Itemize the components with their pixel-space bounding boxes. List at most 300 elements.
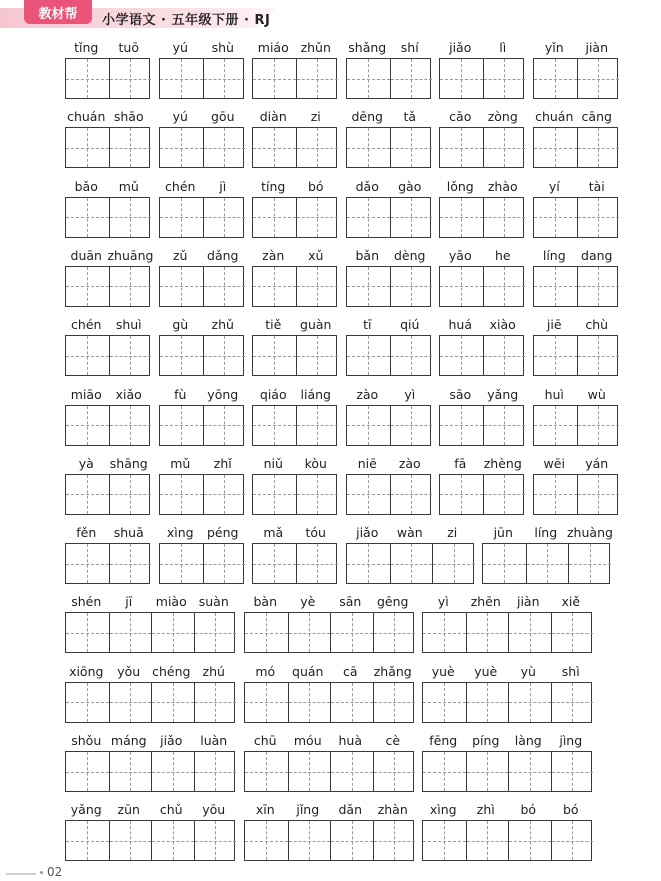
- tianzige-box-row: [533, 127, 618, 168]
- writing-cell[interactable]: [551, 821, 594, 860]
- writing-cell[interactable]: [253, 128, 296, 167]
- pinyin-syllable: chuán: [535, 109, 574, 125]
- pinyin-syllable: zhú: [202, 663, 225, 679]
- writing-cell[interactable]: [483, 475, 526, 514]
- writing-cell[interactable]: [347, 59, 390, 98]
- writing-cell[interactable]: [109, 683, 152, 722]
- pinyin-syllable: chén: [165, 178, 196, 194]
- pinyin-syllable: móu: [293, 733, 322, 748]
- word-group: [252, 40, 337, 100]
- writing-cell[interactable]: [347, 198, 390, 237]
- pinyin-syllable: zhǔ: [211, 317, 234, 333]
- pinyin-syllable: gù: [172, 317, 189, 333]
- tianzige-box-row: [533, 474, 618, 515]
- writing-cell[interactable]: [203, 59, 246, 98]
- word-group: [533, 248, 618, 308]
- word-group: [422, 664, 592, 724]
- tianzige-box-row: [439, 335, 524, 376]
- writing-cell[interactable]: [483, 198, 526, 237]
- pinyin-syllable: bàn: [253, 594, 278, 610]
- writing-cell[interactable]: [66, 683, 109, 722]
- pinyin-syllable: líng: [534, 525, 558, 541]
- writing-cell[interactable]: [347, 267, 390, 306]
- writing-cell[interactable]: [390, 198, 433, 237]
- writing-cell[interactable]: [466, 752, 509, 791]
- writing-cell[interactable]: [296, 475, 339, 514]
- writing-cell[interactable]: [203, 406, 246, 445]
- pinyin-syllable: liáng: [300, 386, 331, 402]
- writing-cell[interactable]: [253, 267, 296, 306]
- writing-cell[interactable]: [423, 683, 466, 722]
- pinyin-syllable: yú: [172, 40, 188, 55]
- writing-cell[interactable]: [440, 198, 483, 237]
- writing-cell[interactable]: [296, 267, 339, 306]
- writing-cell[interactable]: [534, 406, 577, 445]
- writing-cell[interactable]: [390, 128, 433, 167]
- tianzige-box-row: [159, 266, 244, 307]
- writing-cell[interactable]: [160, 544, 203, 583]
- pinyin-syllable: xǔ: [308, 247, 324, 263]
- brand-tab: 教材帮: [24, 0, 92, 24]
- writing-cell[interactable]: [577, 59, 620, 98]
- writing-cell[interactable]: [534, 198, 577, 237]
- word-group: [346, 109, 431, 169]
- writing-cell[interactable]: [66, 336, 109, 375]
- writing-cell[interactable]: [160, 406, 203, 445]
- writing-cell[interactable]: [296, 336, 339, 375]
- writing-cell[interactable]: [160, 267, 203, 306]
- pinyin-syllable: xiōng: [69, 663, 104, 679]
- pinyin-syllable: fēng: [429, 733, 458, 748]
- writing-cell[interactable]: [330, 752, 373, 791]
- pinyin-syllable: huá: [448, 317, 472, 333]
- writing-cell[interactable]: [390, 59, 433, 98]
- writing-cell[interactable]: [109, 752, 152, 791]
- writing-cell[interactable]: [288, 683, 331, 722]
- pinyin-syllable: yāo: [448, 247, 472, 263]
- pinyin-syllable: shāo: [113, 109, 144, 125]
- pinyin-syllable: píng: [472, 733, 500, 748]
- writing-cell[interactable]: [253, 59, 296, 98]
- writing-cell[interactable]: [466, 613, 509, 652]
- word-group: [244, 733, 414, 793]
- writing-cell[interactable]: [347, 406, 390, 445]
- writing-cell[interactable]: [373, 613, 416, 652]
- word-group: [65, 179, 150, 239]
- pinyin-syllable: jī: [125, 594, 133, 610]
- pinyin-syllable: tiě: [265, 317, 282, 333]
- tianzige-box-row: [65, 197, 150, 238]
- writing-cell[interactable]: [109, 267, 152, 306]
- writing-cell[interactable]: [330, 683, 373, 722]
- word-group: [533, 317, 618, 377]
- writing-cell[interactable]: [66, 544, 109, 583]
- word-group: [244, 594, 414, 654]
- writing-cell[interactable]: [440, 267, 483, 306]
- writing-cell[interactable]: [288, 613, 331, 652]
- pinyin-syllable: dang: [581, 247, 613, 263]
- pinyin-syllable: jiàn: [585, 40, 609, 55]
- tianzige-box-row: [65, 682, 235, 723]
- word-group: [346, 40, 431, 100]
- tianzige-box-row: [482, 543, 610, 584]
- writing-cell[interactable]: [253, 544, 296, 583]
- pinyin-syllable: yú: [172, 109, 188, 125]
- tianzige-box-row: [65, 474, 150, 515]
- pinyin-syllable: fěn: [76, 525, 97, 541]
- pinyin-syllable: gōu: [210, 109, 235, 125]
- writing-cell[interactable]: [577, 267, 620, 306]
- footer-rule: [6, 873, 36, 875]
- writing-cell[interactable]: [330, 821, 373, 860]
- writing-cell[interactable]: [109, 128, 152, 167]
- pinyin-syllable: bó: [520, 802, 537, 818]
- pinyin-syllable: zhèng: [483, 455, 522, 471]
- pinyin-syllable: chǔ: [159, 802, 183, 818]
- word-group: [439, 317, 524, 377]
- writing-cell[interactable]: [151, 613, 194, 652]
- writing-cell[interactable]: [577, 475, 620, 514]
- word-group: [244, 802, 414, 862]
- tianzige-box-row: [65, 405, 150, 446]
- word-group: [159, 525, 244, 585]
- writing-cell[interactable]: [296, 198, 339, 237]
- writing-cell[interactable]: [288, 821, 331, 860]
- tianzige-box-row: [439, 58, 524, 99]
- word-group: [252, 317, 337, 377]
- tianzige-box-row: [346, 474, 431, 515]
- tianzige-box-row: [422, 820, 592, 861]
- writing-cell[interactable]: [466, 683, 509, 722]
- word-group: [439, 109, 524, 169]
- writing-cell[interactable]: [66, 406, 109, 445]
- pinyin-syllable: cè: [385, 733, 401, 748]
- word-group: [159, 248, 244, 308]
- writing-cell[interactable]: [160, 128, 203, 167]
- pinyin-syllable: suàn: [198, 594, 229, 610]
- writing-cell[interactable]: [253, 406, 296, 445]
- pinyin-syllable: zàn: [262, 247, 285, 263]
- pinyin-syllable: yè: [300, 594, 316, 610]
- tianzige-box-row: [346, 405, 431, 446]
- writing-cell[interactable]: [577, 336, 620, 375]
- writing-cell[interactable]: [534, 59, 577, 98]
- writing-cell[interactable]: [483, 406, 526, 445]
- word-group: [159, 387, 244, 447]
- writing-cell[interactable]: [423, 613, 466, 652]
- pinyin-syllable: miāo: [70, 386, 102, 402]
- writing-cell[interactable]: [109, 406, 152, 445]
- writing-cell[interactable]: [245, 683, 288, 722]
- pinyin-syllable: zǔ: [173, 247, 188, 263]
- tianzige-box-row: [65, 58, 150, 99]
- pinyin-syllable: bó: [307, 178, 324, 194]
- pinyin-syllable: shù: [211, 40, 234, 55]
- writing-cell[interactable]: [440, 59, 483, 98]
- pinyin-syllable: gēng: [377, 594, 409, 610]
- tianzige-box-row: [159, 58, 244, 99]
- writing-cell[interactable]: [577, 406, 620, 445]
- tianzige-box-row: [533, 266, 618, 307]
- word-group: [422, 802, 592, 862]
- writing-cell[interactable]: [551, 613, 594, 652]
- writing-cell[interactable]: [534, 336, 577, 375]
- writing-cell[interactable]: [203, 475, 246, 514]
- word-group: [159, 109, 244, 169]
- writing-cell[interactable]: [390, 336, 433, 375]
- pinyin-syllable: shǒu: [71, 733, 102, 748]
- pinyin-syllable: líng: [542, 247, 566, 263]
- writing-cell[interactable]: [483, 544, 526, 583]
- writing-cell[interactable]: [508, 821, 551, 860]
- pinyin-syllable: gào: [398, 178, 422, 194]
- writing-cell[interactable]: [151, 821, 194, 860]
- word-group: [65, 664, 235, 724]
- writing-cell[interactable]: [466, 821, 509, 860]
- writing-cell[interactable]: [390, 475, 433, 514]
- writing-cell[interactable]: [109, 544, 152, 583]
- pinyin-syllable: zūn: [117, 802, 140, 818]
- pinyin-syllable: jūn: [493, 525, 513, 541]
- writing-cell[interactable]: [109, 821, 152, 860]
- writing-cell[interactable]: [390, 267, 433, 306]
- tianzige-box-row: [439, 474, 524, 515]
- writing-cell[interactable]: [347, 128, 390, 167]
- writing-cell[interactable]: [483, 59, 526, 98]
- writing-cell[interactable]: [534, 128, 577, 167]
- writing-cell[interactable]: [66, 59, 109, 98]
- pinyin-syllable: wēi: [543, 455, 565, 471]
- pinyin-syllable: duān: [70, 247, 102, 263]
- writing-cell[interactable]: [296, 128, 339, 167]
- writing-cell[interactable]: [203, 198, 246, 237]
- word-group: [65, 247, 154, 308]
- writing-cell[interactable]: [440, 128, 483, 167]
- writing-cell[interactable]: [508, 613, 551, 652]
- writing-cell[interactable]: [526, 544, 569, 583]
- writing-cell[interactable]: [296, 544, 339, 583]
- writing-cell[interactable]: [534, 267, 577, 306]
- pinyin-syllable: mǎ: [263, 525, 284, 541]
- pinyin-syllable: sāo: [449, 386, 472, 402]
- pinyin-syllable: xiào: [489, 317, 516, 333]
- word-group: [252, 456, 337, 516]
- pinyin-syllable: zhuāng: [107, 247, 154, 263]
- writing-cell[interactable]: [109, 198, 152, 237]
- pinyin-syllable: mó: [255, 663, 276, 679]
- word-group: [65, 40, 150, 100]
- tianzige-box-row: [159, 405, 244, 446]
- pinyin-syllable: zào: [356, 386, 379, 402]
- pinyin-syllable: chuán: [67, 109, 106, 125]
- tianzige-box-row: [252, 474, 337, 515]
- writing-cell[interactable]: [109, 336, 152, 375]
- writing-cell[interactable]: [194, 821, 237, 860]
- word-group: [533, 456, 618, 516]
- word-group: [252, 387, 337, 447]
- pinyin-syllable: yuè: [474, 663, 498, 679]
- writing-cell[interactable]: [508, 752, 551, 791]
- writing-cell[interactable]: [194, 613, 237, 652]
- word-group: [252, 179, 337, 239]
- tianzige-box-row: [252, 543, 337, 584]
- pinyin-syllable: dǎn: [338, 802, 363, 818]
- writing-cell[interactable]: [203, 336, 246, 375]
- writing-cell[interactable]: [347, 336, 390, 375]
- writing-cell[interactable]: [66, 267, 109, 306]
- writing-cell[interactable]: [151, 683, 194, 722]
- pinyin-syllable: miáo: [257, 40, 289, 55]
- pinyin-syllable: xìng: [429, 802, 457, 818]
- pinyin-syllable: yù: [520, 663, 536, 679]
- writing-cell[interactable]: [551, 752, 594, 791]
- page-footer: [0, 864, 120, 881]
- pinyin-syllable: tài: [588, 178, 605, 194]
- writing-cell[interactable]: [423, 752, 466, 791]
- tianzige-box-row: [252, 405, 337, 446]
- writing-cell[interactable]: [440, 475, 483, 514]
- pinyin-syllable: tī: [363, 317, 372, 333]
- tianzige-box-row: [422, 612, 592, 653]
- writing-cell[interactable]: [440, 336, 483, 375]
- writing-cell[interactable]: [66, 821, 109, 860]
- writing-cell[interactable]: [245, 752, 288, 791]
- writing-cell[interactable]: [296, 59, 339, 98]
- writing-cell[interactable]: [203, 544, 246, 583]
- pinyin-syllable: jǐng: [296, 802, 320, 818]
- writing-cell[interactable]: [66, 475, 109, 514]
- writing-cell[interactable]: [66, 128, 109, 167]
- tianzige-box-row: [533, 58, 618, 99]
- writing-cell[interactable]: [253, 475, 296, 514]
- writing-cell[interactable]: [483, 128, 526, 167]
- writing-cell[interactable]: [245, 821, 288, 860]
- word-group: [65, 317, 150, 377]
- writing-cell[interactable]: [203, 267, 246, 306]
- writing-cell[interactable]: [390, 406, 433, 445]
- writing-cell[interactable]: [551, 683, 594, 722]
- tianzige-box-row: [244, 682, 414, 723]
- word-group: [65, 109, 150, 169]
- tianzige-box-row: [346, 335, 431, 376]
- pinyin-syllable: qiáo: [259, 386, 287, 402]
- pinyin-syllable: yí: [548, 178, 560, 194]
- writing-cell[interactable]: [109, 475, 152, 514]
- word-group: [439, 387, 524, 447]
- writing-cell[interactable]: [109, 613, 152, 652]
- word-group: [65, 456, 150, 516]
- pinyin-syllable: yì: [437, 594, 449, 610]
- writing-cell[interactable]: [568, 544, 611, 583]
- pinyin-syllable: jiǎo: [356, 525, 379, 541]
- writing-cell[interactable]: [66, 198, 109, 237]
- tianzige-box-row: [439, 127, 524, 168]
- writing-cell[interactable]: [109, 59, 152, 98]
- pinyin-syllable: tóu: [305, 525, 326, 541]
- writing-cell[interactable]: [423, 821, 466, 860]
- pinyin-syllable: chù: [585, 317, 609, 333]
- pinyin-syllable: zào: [398, 455, 421, 471]
- pinyin-syllable: zhǔn: [300, 40, 331, 55]
- tianzige-box-row: [159, 543, 244, 584]
- writing-cell[interactable]: [160, 198, 203, 237]
- pinyin-syllable: shí: [400, 40, 419, 55]
- writing-cell[interactable]: [577, 128, 620, 167]
- pinyin-syllable: guàn: [300, 317, 332, 333]
- word-group: [65, 733, 235, 793]
- writing-cell[interactable]: [160, 336, 203, 375]
- pinyin-syllable: miào: [155, 594, 187, 610]
- writing-cell[interactable]: [194, 683, 237, 722]
- word-group: [346, 317, 431, 377]
- writing-cell[interactable]: [440, 406, 483, 445]
- writing-cell[interactable]: [66, 613, 109, 652]
- writing-cell[interactable]: [66, 752, 109, 791]
- word-group: [252, 109, 337, 169]
- writing-cell[interactable]: [296, 406, 339, 445]
- tianzige-box-row: [439, 405, 524, 446]
- writing-cell[interactable]: [160, 59, 203, 98]
- word-group: [159, 179, 244, 239]
- writing-cell[interactable]: [373, 683, 416, 722]
- writing-cell[interactable]: [245, 613, 288, 652]
- writing-cell[interactable]: [483, 336, 526, 375]
- pinyin-syllable: shì: [561, 663, 580, 679]
- pinyin-syllable: tǐng: [74, 40, 99, 55]
- tianzige-box-row: [346, 58, 431, 99]
- writing-cell[interactable]: [508, 683, 551, 722]
- pinyin-syllable: zhǎng: [373, 663, 412, 679]
- pinyin-syllable: zhēn: [470, 594, 501, 610]
- pinyin-syllable: xiě: [561, 594, 581, 610]
- tianzige-box-row: [422, 682, 592, 723]
- writing-cell[interactable]: [160, 475, 203, 514]
- writing-cell[interactable]: [432, 544, 475, 583]
- writing-cell[interactable]: [390, 544, 433, 583]
- writing-cell[interactable]: [151, 752, 194, 791]
- tianzige-box-row: [252, 58, 337, 99]
- writing-cell[interactable]: [288, 752, 331, 791]
- writing-cell[interactable]: [483, 267, 526, 306]
- tianzige-box-row: [346, 127, 431, 168]
- tianzige-box-row: [533, 405, 618, 446]
- pinyin-syllable: làng: [514, 733, 542, 748]
- pinyin-syllable: péng: [207, 525, 239, 541]
- writing-cell[interactable]: [347, 544, 390, 583]
- writing-cell[interactable]: [373, 752, 416, 791]
- writing-cell[interactable]: [347, 475, 390, 514]
- pinyin-syllable: bó: [562, 802, 579, 818]
- writing-cell[interactable]: [203, 128, 246, 167]
- writing-cell[interactable]: [577, 198, 620, 237]
- writing-cell[interactable]: [373, 821, 416, 860]
- tianzige-box-row: [252, 127, 337, 168]
- writing-cell[interactable]: [330, 613, 373, 652]
- tianzige-box-row: [533, 335, 618, 376]
- pinyin-syllable: shuì: [115, 317, 142, 333]
- pinyin-syllable: niē: [357, 455, 377, 471]
- pinyin-syllable: chū: [253, 733, 277, 748]
- writing-cell[interactable]: [194, 752, 237, 791]
- pinyin-syllable: fù: [174, 386, 187, 402]
- tianzige-box-row: [159, 197, 244, 238]
- tianzige-box-row: [65, 266, 150, 307]
- writing-cell[interactable]: [253, 336, 296, 375]
- writing-cell[interactable]: [253, 198, 296, 237]
- writing-cell[interactable]: [534, 475, 577, 514]
- pinyin-syllable: zhàn: [377, 802, 408, 818]
- tianzige-box-row: [252, 197, 337, 238]
